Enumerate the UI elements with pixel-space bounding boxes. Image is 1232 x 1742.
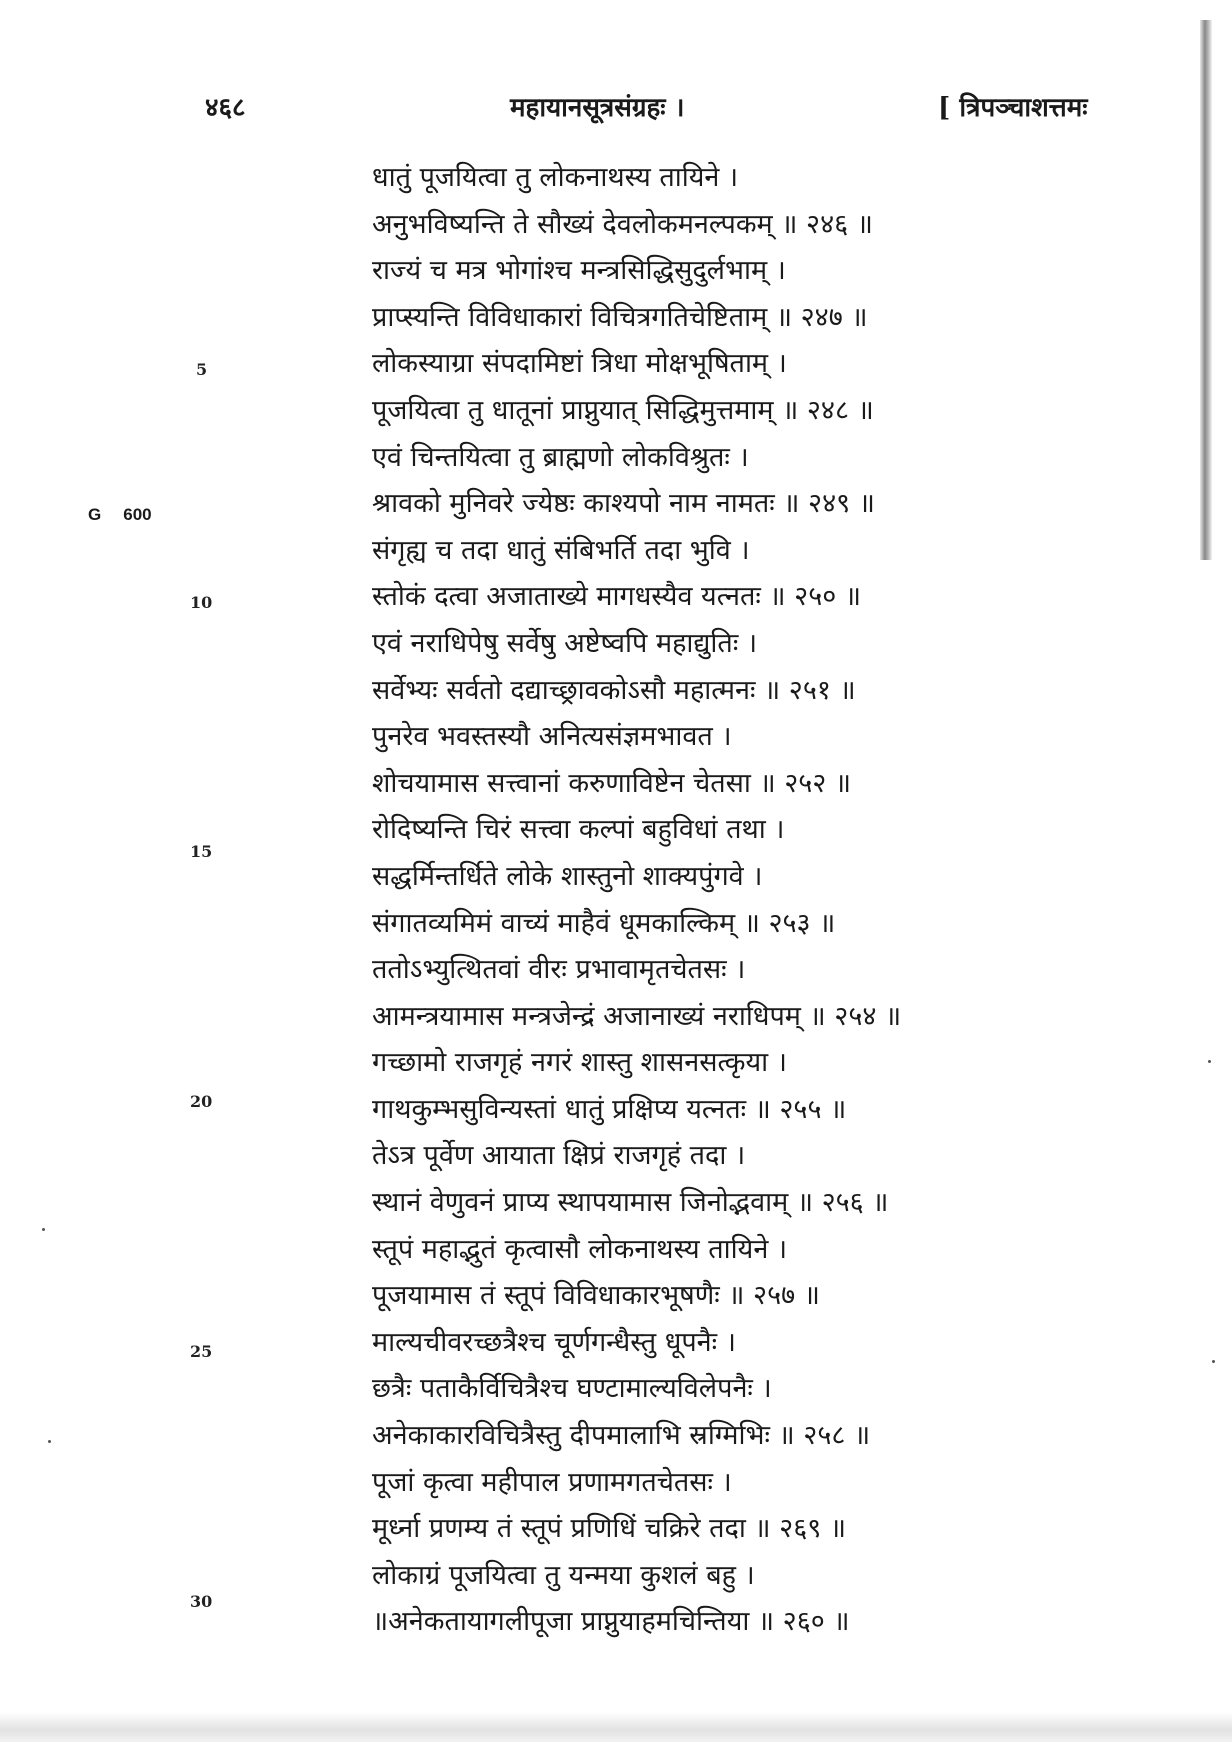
verse-line: स्तोकं दत्वा अजाताख्ये मागधस्यैव यत्नतः ॥ २५० ॥ xyxy=(372,581,862,613)
verse-line: अनुभविष्यन्ति ते सौख्यं देवलोकमनल्पकम् ॥ २४६ ॥ xyxy=(372,208,873,240)
verse-line: स्तूपं महाद्भुतं कृत्वासौ लोकनाथस्य तायिने । xyxy=(372,1233,788,1265)
verse-line: तेऽत्र पूर्वेण आयाता क्षिप्रं राजगृहं तदा । xyxy=(372,1140,746,1172)
verse-line: ॥अनेकतायागलीपूजा प्राप्नुयाहमचिन्तिया ॥ २६० ॥ xyxy=(372,1606,850,1638)
line-number-15: 15 xyxy=(190,842,213,861)
scan-speck xyxy=(42,1228,45,1231)
gilgit-page: 600 xyxy=(123,505,152,524)
verse-line: संगृह्य च तदा धातुं संबिभर्ति तदा भुवि । xyxy=(372,534,750,566)
verse-line: गाथकुम्भसुविन्यस्तां धातुं प्रक्षिप्य यत्नतः ॥ २५५ ॥ xyxy=(372,1093,847,1125)
line-number-20: 20 xyxy=(190,1092,213,1111)
gilgit-reference xyxy=(88,505,174,525)
verse-line: एवं नराधिपेषु सर्वेषु अष्टेष्वपि महाद्युतिः । xyxy=(372,627,758,659)
verse-line: धातुं पूजयित्वा तु लोकनाथस्य तायिने । xyxy=(372,162,739,193)
verse-line: लोकस्याग्रा संपदामिष्टां त्रिधा मोक्षभूषिताम् । xyxy=(372,348,787,380)
chapter-heading: [ त्रिपञ्चाशत्तमः xyxy=(938,93,1088,123)
verse-line: सद्धर्मिन्तर्धिते लोके शास्तुनो शाक्यपुंगवे । xyxy=(372,860,763,892)
line-number-10: 10 xyxy=(190,593,213,612)
verse-line: पूजां कृत्वा महीपाल प्रणामगतचेतसः । xyxy=(372,1466,732,1498)
verse-line: गच्छामो राजगृहं नगरं शास्तु शासनसत्कृया । xyxy=(372,1047,787,1079)
verse-line: लोकाग्रं पूजयित्वा तु यन्मया कुशलं बहु । xyxy=(372,1559,755,1591)
verse-line: ततोऽभ्युत्थितवां वीरः प्रभावामृतचेतसः । xyxy=(372,954,746,986)
page-header xyxy=(0,88,1232,128)
line-number-30: 30 xyxy=(190,1592,213,1611)
verse-line: प्राप्स्यन्ति विविधाकारां विचित्रगतिचेष्टिताम् ॥ २४७ ॥ xyxy=(372,301,868,333)
scan-speck xyxy=(1212,1360,1215,1363)
verse-line: अनेकाकारविचित्रैस्तु दीपमालाभि स्रग्मिभिः ॥ २५८ ॥ xyxy=(372,1420,871,1452)
scan-speck xyxy=(48,1440,51,1443)
verse-line: आमन्त्रयामास मन्त्रजेन्द्रं अजानाख्यं नराधिपम् ॥ २५४ ॥ xyxy=(372,1000,902,1032)
verse-line: स्थानं वेणुवनं प्राप्य स्थापयामास जिनोद्भवाम् ॥ २५६ ॥ xyxy=(372,1187,889,1219)
verse-line: संगातव्यमिमं वाच्यं माहैवं धूमकाल्किम् ॥ २५३ ॥ xyxy=(372,907,836,939)
verse-line: मूर्ध्ना प्रणम्य तं स्तूपं प्रणिधिं चक्रिरे तदा ॥ २६९ ॥ xyxy=(372,1513,847,1545)
verse-body xyxy=(372,155,972,1646)
gilgit-letter: G xyxy=(88,505,102,524)
verse-line: पूजयित्वा तु धातूनां प्राप्नुयात् सिद्धिमुत्तमाम् ॥ २४८ ॥ xyxy=(372,394,874,426)
verse-line: माल्यचीवरच्छत्रैश्च चूर्णगन्धैस्तु धूपनैः । xyxy=(372,1326,736,1358)
scan-speck xyxy=(1208,1060,1211,1063)
verse-line: शोचयामास सत्त्वानां करुणाविष्टेन चेतसा ॥ २५२ ॥ xyxy=(372,767,852,799)
verse-line: सर्वेभ्यः सर्वतो दद्याच्छ्रावकोऽसौ महात्मनः ॥ २५१ ॥ xyxy=(372,674,856,706)
scan-edge-bottom xyxy=(0,1712,1232,1742)
line-number-25: 25 xyxy=(190,1342,213,1361)
verse-line: रोदिष्यन्ति चिरं सत्त्वा कल्पां बहुविधां तथा । xyxy=(372,814,785,846)
line-number-5: 5 xyxy=(196,360,208,379)
verse-line: पूजयामास तं स्तूपं विविधाकारभूषणैः ॥ २५७ ॥ xyxy=(372,1280,820,1312)
verse-line: श्रावको मुनिवरे ज्येष्ठः काश्यपो नाम नामतः ॥ २४९ ॥ xyxy=(372,488,875,520)
verse-line: राज्यं च मत्र भोगांश्च मन्त्रसिद्धिसुदुर्लभाम् । xyxy=(372,255,786,287)
verse-line: पुनरेव भवस्तस्यौ अनित्यसंज्ञमभावत । xyxy=(372,721,732,753)
verse-line: एवं चिन्तयित्वा तु ब्राह्मणो लोकविश्रुतः । xyxy=(372,441,749,473)
page-number: ४६८ xyxy=(205,93,246,123)
running-title: महायानसूत्रसंग्रहः । xyxy=(510,93,685,123)
verse-line: छत्रैः पताकैर्विचित्रैश्च घण्टामाल्यविलेपनैः । xyxy=(372,1373,772,1405)
